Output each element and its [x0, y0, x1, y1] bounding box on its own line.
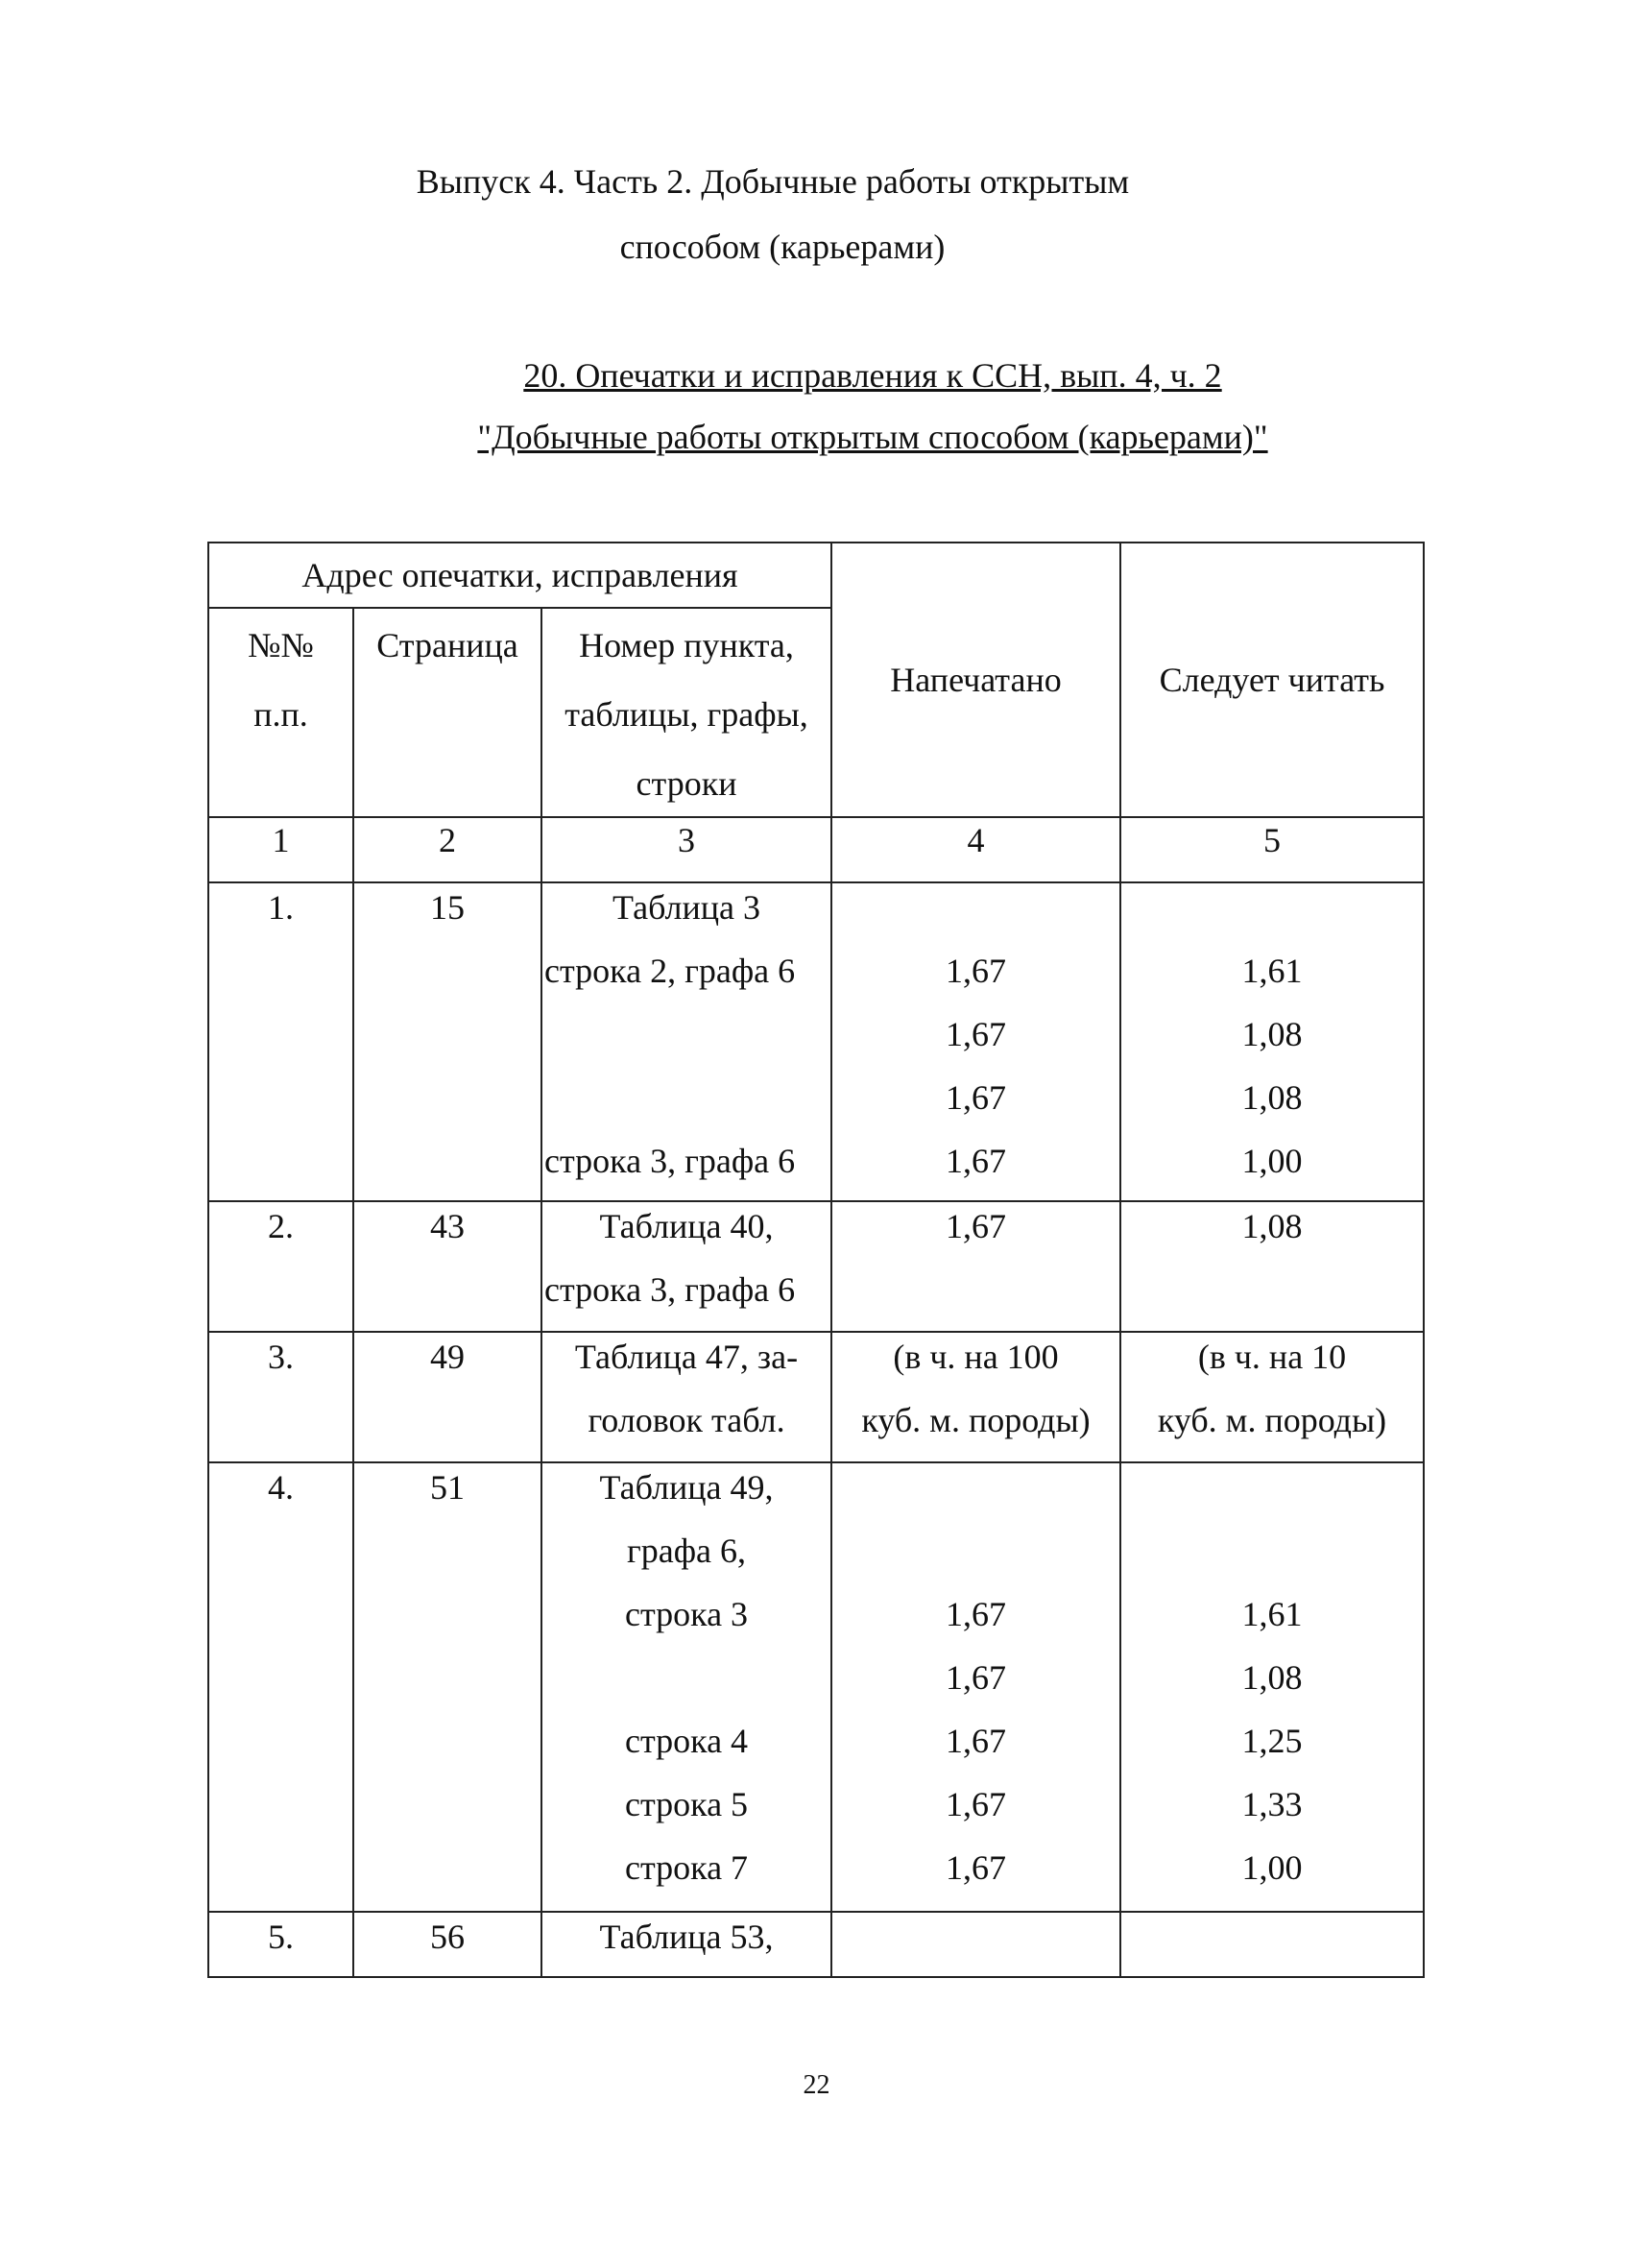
cell-line: 1,67 [946, 1785, 1007, 1823]
cell-line: 1,00 [1241, 1142, 1303, 1180]
cell-line: 3. [268, 1338, 294, 1376]
table-row [208, 1912, 1424, 1977]
cell-line: 1,67 [946, 1207, 1007, 1245]
header-page-label: Страница [376, 626, 518, 664]
cell-read [1120, 1462, 1424, 1912]
cell-read [1120, 1201, 1424, 1332]
header-number-line: №№ [248, 626, 314, 664]
cell-page [353, 1912, 541, 1977]
cell-line: 1,67 [946, 1015, 1007, 1053]
cell-line: Таблица 40, [599, 1207, 774, 1245]
cell-line: графа 6, [626, 1532, 747, 1570]
document-heading-line-2: способом (карьерами) [619, 228, 946, 266]
cell-line: 1,61 [1241, 952, 1303, 990]
section-title: 20. Опечатки и исправления к ССН, вып. 4, ч. 2 [523, 356, 1222, 395]
header-should-read: Следует читать [1120, 543, 1424, 817]
header-address-group: Адрес опечатки, исправления [208, 543, 831, 608]
cell-page [353, 1462, 541, 1912]
header-item-line: таблицы, графы, [564, 695, 808, 734]
column-index: 5 [1120, 817, 1424, 882]
column-index: 4 [831, 817, 1120, 882]
header-number [208, 608, 353, 817]
cell-printed [831, 1201, 1120, 1332]
cell-line: 1,25 [1241, 1722, 1303, 1760]
cell-line: 1,67 [946, 952, 1007, 990]
table-row [208, 1332, 1424, 1462]
cell-number [208, 1201, 353, 1332]
cell-line: 15 [430, 888, 465, 927]
cell-line: 1,67 [946, 1722, 1007, 1760]
cell-line [542, 1010, 830, 1074]
page-number: 22 [803, 2070, 830, 2100]
cell-line: 1,61 [1241, 1595, 1303, 1633]
cell-line [832, 1527, 1119, 1590]
cell-line: строка 4 [624, 1722, 749, 1760]
cell-line [1121, 1463, 1423, 1527]
cell-line [832, 883, 1119, 947]
cell-line: 56 [430, 1918, 465, 1956]
cell-item [541, 1462, 831, 1912]
cell-line [832, 1913, 1119, 1976]
cell-line: строка 3, графа 6 [544, 1270, 796, 1309]
cell-line: 1,08 [1241, 1078, 1303, 1117]
cell-line: 1,67 [946, 1595, 1007, 1633]
cell-line [832, 1463, 1119, 1527]
cell-printed [831, 882, 1120, 1201]
cell-number [208, 882, 353, 1201]
cell-line: строка 2, графа 6 [544, 952, 796, 990]
header-page [353, 608, 541, 817]
cell-page [353, 882, 541, 1201]
cell-line: 1. [268, 888, 294, 927]
document-heading-line-1: Выпуск 4. Часть 2. Добычные работы открытым [416, 162, 1130, 201]
cell-line: 1,67 [946, 1848, 1007, 1887]
cell-line: головок табл. [588, 1401, 785, 1439]
cell-printed [831, 1462, 1120, 1912]
cell-line [1121, 1527, 1423, 1590]
cell-item [541, 1201, 831, 1332]
cell-line: строка 3, графа 6 [544, 1142, 796, 1180]
cell-line: Таблица 49, [599, 1468, 774, 1507]
cell-read [1120, 882, 1424, 1201]
cell-line: 1,08 [1241, 1015, 1303, 1053]
cell-line: 51 [430, 1468, 465, 1507]
header-item [541, 608, 831, 817]
table-row [208, 882, 1424, 1201]
header-item-line: строки [636, 764, 737, 803]
column-index: 1 [208, 817, 353, 882]
cell-number [208, 1332, 353, 1462]
cell-number [208, 1912, 353, 1977]
cell-line: 2. [268, 1207, 294, 1245]
cell-line: Таблица 3 [612, 888, 760, 927]
table-row [208, 1462, 1424, 1912]
cell-line: 1,67 [946, 1658, 1007, 1697]
cell-printed [831, 1912, 1120, 1977]
cell-line: 1,67 [946, 1078, 1007, 1117]
cell-line [1121, 1913, 1423, 1976]
cell-read [1120, 1912, 1424, 1977]
cell-line: Таблица 47, за- [574, 1338, 799, 1376]
cell-line: 1,33 [1241, 1785, 1303, 1823]
header-printed: Напечатано [831, 543, 1120, 817]
cell-line: 1,67 [946, 1142, 1007, 1180]
cell-item [541, 1332, 831, 1462]
cell-page [353, 1201, 541, 1332]
header-item-line: Номер пункта, [579, 626, 794, 664]
cell-line: 43 [430, 1207, 465, 1245]
cell-number [208, 1462, 353, 1912]
cell-line: (в ч. на 10 [1197, 1338, 1347, 1376]
header-number-line: п.п. [253, 695, 308, 734]
cell-line: (в ч. на 100 [893, 1338, 1059, 1376]
section-subtitle: "Добычные работы открытым способом (карьерами)" [477, 418, 1268, 456]
cell-line [1121, 1266, 1423, 1329]
column-index: 2 [353, 817, 541, 882]
cell-line: куб. м. породы) [1157, 1401, 1387, 1439]
column-index: 3 [541, 817, 831, 882]
cell-line: строка 3 [624, 1595, 749, 1633]
cell-line: 1,08 [1241, 1658, 1303, 1697]
cell-page [353, 1332, 541, 1462]
cell-line: 4. [268, 1468, 294, 1507]
cell-line: 1,08 [1241, 1207, 1303, 1245]
cell-line: 1,00 [1241, 1848, 1303, 1887]
cell-printed [831, 1332, 1120, 1462]
cell-read [1120, 1332, 1424, 1462]
cell-line [542, 1653, 830, 1717]
table-row [208, 1201, 1424, 1332]
cell-line [542, 1074, 830, 1137]
cell-line: 5. [268, 1918, 294, 1956]
cell-line [832, 1266, 1119, 1329]
cell-line: Таблица 53, [599, 1918, 774, 1956]
cell-line: строка 7 [624, 1848, 749, 1887]
cell-line [1121, 883, 1423, 947]
cell-line: куб. м. породы) [861, 1401, 1091, 1439]
cell-line: строка 5 [624, 1785, 749, 1823]
errata-table [207, 542, 1425, 1978]
cell-line: 49 [430, 1338, 465, 1376]
cell-item [541, 1912, 831, 1977]
cell-item [541, 882, 831, 1201]
